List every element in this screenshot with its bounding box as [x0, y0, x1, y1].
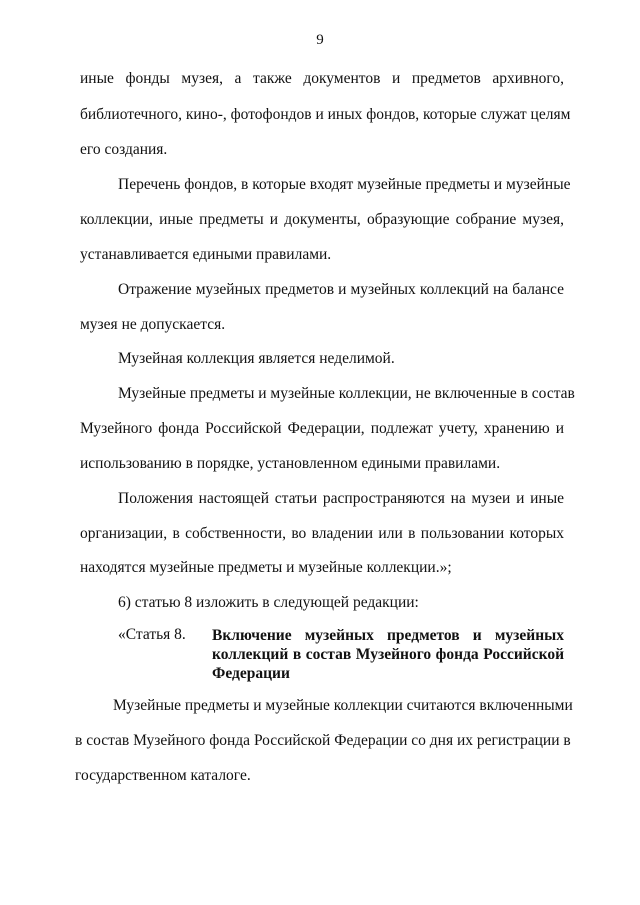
paragraph-1-line-2: библиотечного, кино-, фотофондов и иных фондов, которые служат целям [80, 106, 571, 123]
paragraph-2-line-1: Перечень фондов, в которые входят музейные предметы и музейные [118, 176, 571, 193]
paragraph-5-line-3: использованию в порядке, установленном едиными правилами. [80, 455, 501, 472]
article-title: Включение музейных предметов и музейных коллекций в состав Музейного фонда Российской Федерации [212, 627, 564, 682]
paragraph-6-line-2: организации, в собственности, во владении или в пользовании которых [80, 525, 564, 542]
paragraph-8-line-1: Музейные предметы и музейные коллекции считаются включенными [113, 697, 573, 714]
paragraph-2-line-2: коллекции, иные предметы и документы, образующие собрание музея, [80, 211, 564, 228]
paragraph-8-line-3: государственном каталоге. [75, 767, 251, 784]
page-number: 9 [316, 32, 324, 48]
paragraph-1-line-1: иные фонды музея, а также документов и предметов архивного, [80, 70, 564, 87]
paragraph-4-line-1: Музейная коллекция является неделимой. [118, 350, 395, 367]
paragraph-5-line-1: Музейные предметы и музейные коллекции, не включенные в состав [118, 385, 575, 402]
paragraph-1-line-3: его создания. [80, 141, 168, 158]
paragraph-8-line-2: в состав Музейного фонда Российской Федерации со дня их регистрации в [75, 732, 571, 749]
paragraph-6-line-3: находятся музейные предметы и музейные коллекции.»; [80, 559, 452, 576]
paragraph-3-line-1: Отражение музейных предметов и музейных коллекций на балансе [118, 281, 564, 298]
paragraph-7-line-1: 6) статью 8 изложить в следующей редакции: [118, 594, 419, 611]
paragraph-6-line-1: Положения настоящей статьи распространяются на музеи и иные [118, 490, 564, 507]
paragraph-2-line-3: устанавливается едиными правилами. [80, 246, 332, 263]
paragraph-5-line-2: Музейного фонда Российской Федерации, подлежат учету, хранению и [80, 420, 564, 437]
paragraph-3-line-2: музея не допускается. [80, 316, 226, 333]
article-label: «Статья 8. [118, 626, 186, 643]
